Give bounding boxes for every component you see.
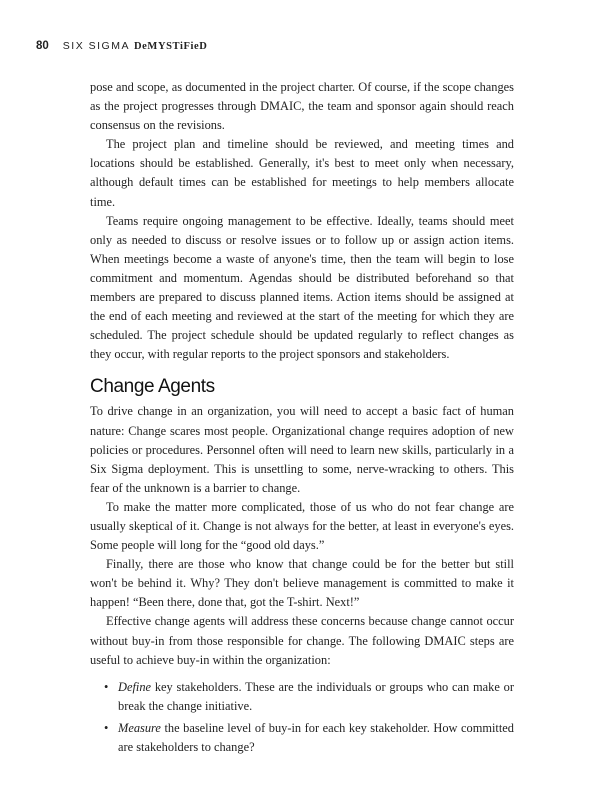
bullet-list	[90, 678, 514, 757]
paragraph: The project plan and timeline should be reviewed, and meeting times and locations should be established. Generally, it's best to meet only when necessary, although default times can be established for meetings to help members allocate time.	[90, 137, 514, 209]
paragraph: Teams require ongoing management to be effective. Ideally, teams should meet only as needed to discuss or resolve issues or to follow up or assign action items. When meetings become a waste of anyone's time, then the team will begin to lose commitment and momentum. Agendas should be distributed beforehand so that members are prepared to discuss planned items. Action items should be assigned at the end of each meeting and reviewed at the start of the meeting for which they are scheduled. The project schedule should be updated regularly to reflect changes as they occur, with regular reports to the project sponsors and stakeholders.	[90, 213, 514, 362]
paragraph: pose and scope, as documented in the project charter. Of course, if the scope changes as the project progresses through DMAIC, the team and sponsor again should reach consensus on the revisions.	[90, 80, 514, 133]
book-title-suffix: DeMYSTiFieD	[133, 41, 208, 52]
book-title: SIX SIGMA	[62, 40, 130, 52]
list-item-term: Define	[118, 679, 152, 694]
paragraph: To drive change in an organization, you will need to accept a basic fact of human nature: Change scares most people. Organizational change requires adoption of new policies or procedures. Personnel often will need to learn new skills, particularly in a Six Sigma deployment. This is unsettling to some, nerve-wracking to others. This fear of the unknown is a barrier to change.	[90, 404, 514, 495]
running-header	[36, 40, 207, 52]
list-item-text: the baseline level of buy-in for each key stakeholder. How committed are stakeholders to change?	[118, 720, 514, 754]
page-number: 80	[36, 40, 49, 52]
list-item-term: Measure	[118, 720, 161, 735]
paragraph: Finally, there are those who know that change could be for the better but still won't be behind it. Why? They don't believe management is committed to make it happen! “Been there, done that, got the T-shirt. Next!”	[90, 557, 514, 610]
section-heading: Change Agents	[90, 376, 215, 398]
paragraph: To make the matter more complicated, those of us who do not fear change are usually skeptical of it. Change is not always for the better, at least in everyone's eyes. Some people will long for the “good old days.”	[90, 499, 514, 553]
list-item	[90, 719, 514, 757]
paragraph: Effective change agents will address these concerns because change cannot occur without buy-in from those responsible for change. The following DMAIC steps are useful to achieve buy-in within the organization:	[90, 614, 514, 667]
bullet-icon: •	[104, 679, 109, 694]
body-text	[90, 78, 514, 760]
list-item	[90, 678, 514, 716]
list-item-text: key stakeholders. These are the individuals or groups who can make or break the change initiative.	[118, 679, 514, 713]
bullet-icon: •	[104, 720, 109, 735]
